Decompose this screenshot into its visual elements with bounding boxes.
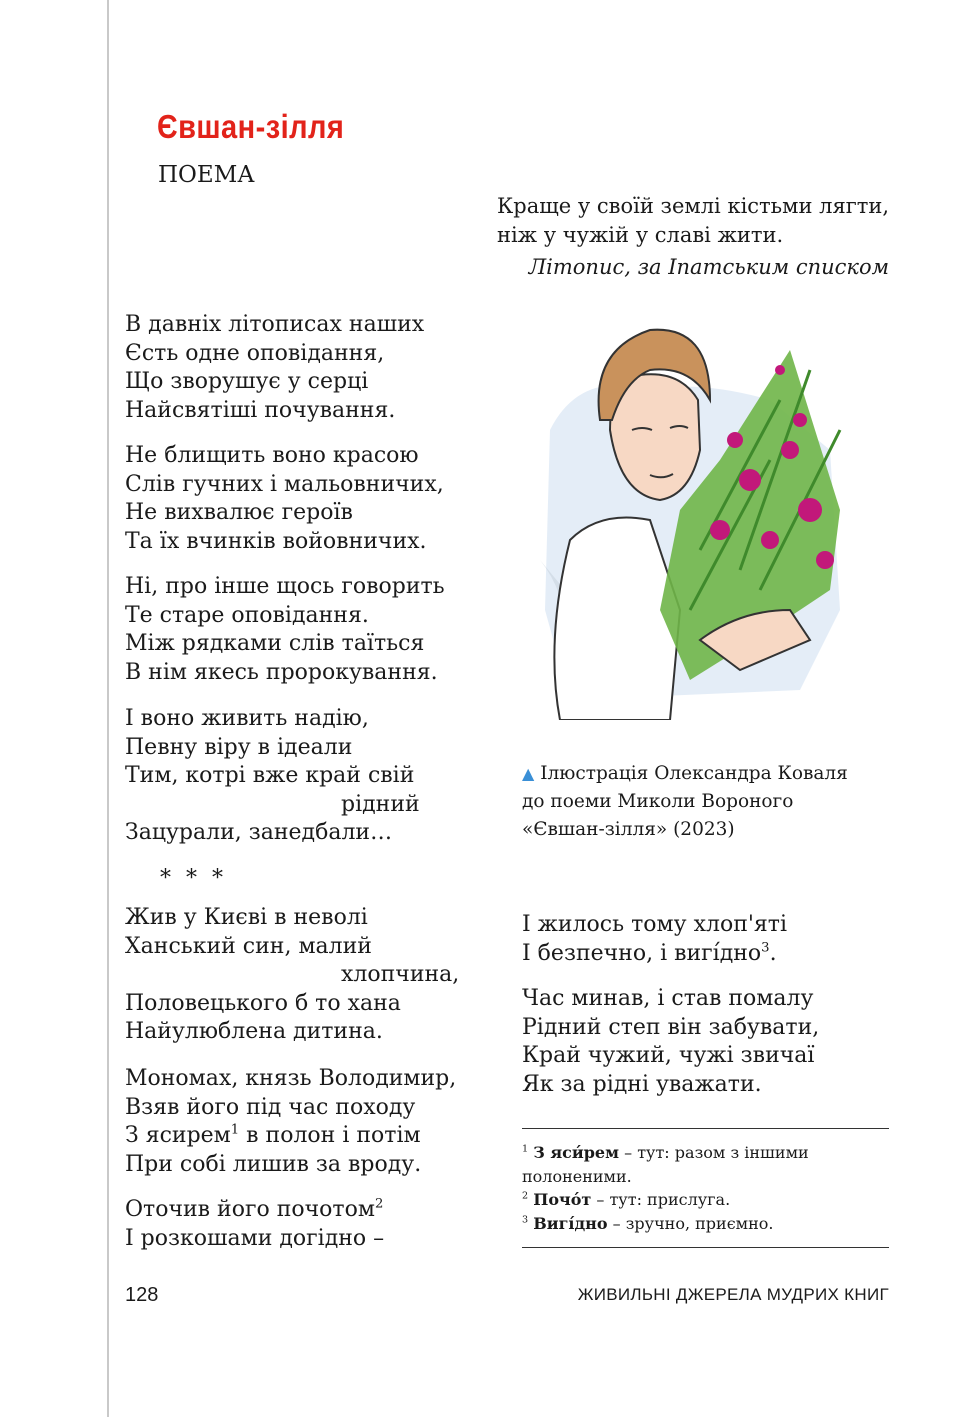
footnote-text: – зручно, приємно.: [607, 1213, 774, 1233]
verse-line: І жилось тому хлоп'яті: [522, 912, 787, 937]
verse-line: І розкошами догідно –: [125, 1225, 385, 1251]
verse-text: .: [769, 940, 777, 966]
verse-line: Час минав, і став помалу: [522, 986, 814, 1011]
footnote-ref[interactable]: 1: [230, 1122, 240, 1138]
section-divider: * * *: [160, 866, 227, 891]
verse-line: Слів гучних і мальовничих,: [125, 471, 444, 497]
verse-line: рідний: [341, 791, 420, 817]
verse-line: Рідний степ він забувати,: [522, 1014, 820, 1040]
verse-line: Не вихвалює героїв: [125, 500, 353, 525]
verse-line: Як за рідні уважати.: [522, 1071, 762, 1097]
caption-text: Ілюстрація Олександра Коваля: [540, 763, 848, 784]
stanza: [125, 1196, 384, 1253]
page-margin-line: [107, 0, 109, 1417]
stanza: [125, 1065, 456, 1179]
page-number: 128: [125, 1284, 159, 1306]
verse-line: Найулюблена дитина.: [125, 1019, 383, 1044]
verse-line: Взяв його під час походу: [125, 1094, 416, 1120]
verse-line: І воно живить надію,: [125, 706, 369, 731]
verse-text: З ясирем: [125, 1123, 231, 1148]
verse-line: Єсть одне оповідання,: [125, 340, 385, 366]
verse-line: Край чужий, чужі звичаї: [522, 1043, 815, 1068]
verse-line: Жив у Києві в неволі: [125, 905, 368, 930]
stanza: [125, 904, 459, 1047]
boy-with-flowers-illustration: [540, 310, 850, 720]
stanza: [125, 442, 444, 556]
verse-line: Що зворушує у серці: [125, 369, 369, 394]
verse-line: Те старе оповідання.: [125, 602, 369, 628]
verse-line: Ні, про інше щось говорить: [125, 574, 445, 599]
verse-line: [522, 940, 787, 969]
footnote-number: 1: [522, 1143, 529, 1155]
footnote-ref[interactable]: 3: [761, 940, 770, 956]
poem-title: Євшан-зілля: [157, 108, 345, 145]
footnote-term: З яси́рем: [533, 1143, 620, 1162]
verse-text: Оточив його почотом: [125, 1197, 375, 1222]
footnote: [522, 1141, 889, 1188]
verse-line: Між рядками слів таїться: [125, 631, 425, 656]
caption-line: «Євшан-зілля» (2023): [522, 819, 735, 840]
verse-line: Мономах, князь Володимир,: [125, 1066, 457, 1091]
illustration-caption: [522, 760, 848, 844]
footnote: [522, 1188, 889, 1212]
verse-line: Зацурали, занедбали…: [125, 820, 393, 845]
stanza: [522, 985, 819, 1099]
caption-line: [522, 760, 848, 788]
stanza: [125, 573, 445, 687]
running-title: ЖИВИЛЬНІ ДЖЕРЕЛА МУДРИХ КНИГ: [577, 1285, 889, 1304]
epigraph-source: Літопис, за Іпатським списком: [528, 255, 889, 279]
epigraph-line: ніж у чужій у славі жити.: [497, 223, 784, 247]
epigraph: [497, 192, 889, 282]
verse-text: в полон і потім: [239, 1123, 421, 1148]
verse-line: Та їх вчинків войовничих.: [125, 528, 427, 554]
caption-line: до поеми Миколи Вороного: [522, 791, 794, 812]
poem-genre: ПОЕМА: [158, 162, 255, 188]
triangle-up-icon: ▲: [522, 764, 535, 783]
stanza: [125, 705, 420, 848]
verse-text: І безпечно, і вигі́дно: [522, 940, 762, 966]
footnote-text: – тут: разом з іншими полоненими.: [522, 1143, 809, 1186]
verse-line: Певну віру в ідеали: [125, 734, 353, 760]
epigraph-line: Краще у своїй землі кістьми лягти,: [497, 194, 889, 218]
verse-line: Не блищить воно красою: [125, 443, 419, 468]
stanza: [522, 911, 787, 968]
verse-line: Найсвятіші почування.: [125, 397, 396, 423]
footnote-number: 2: [522, 1190, 529, 1202]
verse-line: [125, 1122, 456, 1151]
verse-line: Тим, котрі вже край свій: [125, 763, 415, 788]
verse-line: Ханський син, малий: [125, 933, 372, 959]
footnote-term: Вигі́дно: [533, 1213, 608, 1233]
footnote: [522, 1212, 889, 1236]
footnotes: [522, 1128, 889, 1248]
footnote-term: Почо́т: [533, 1190, 592, 1209]
verse-line: При собі лишив за вроду.: [125, 1151, 422, 1177]
verse-line: Половецького б то хана: [125, 990, 401, 1016]
verse-line: хлопчина,: [341, 962, 460, 987]
footnote-text: – тут: прислуга.: [591, 1190, 731, 1209]
footnote-number: 3: [522, 1214, 529, 1226]
verse-line: [125, 1196, 384, 1225]
footnote-ref[interactable]: 2: [374, 1196, 384, 1212]
verse-line: В давніх літописах наших: [125, 312, 425, 337]
stanza: [125, 311, 424, 425]
verse-line: В нім якесь пророкування.: [125, 659, 438, 685]
